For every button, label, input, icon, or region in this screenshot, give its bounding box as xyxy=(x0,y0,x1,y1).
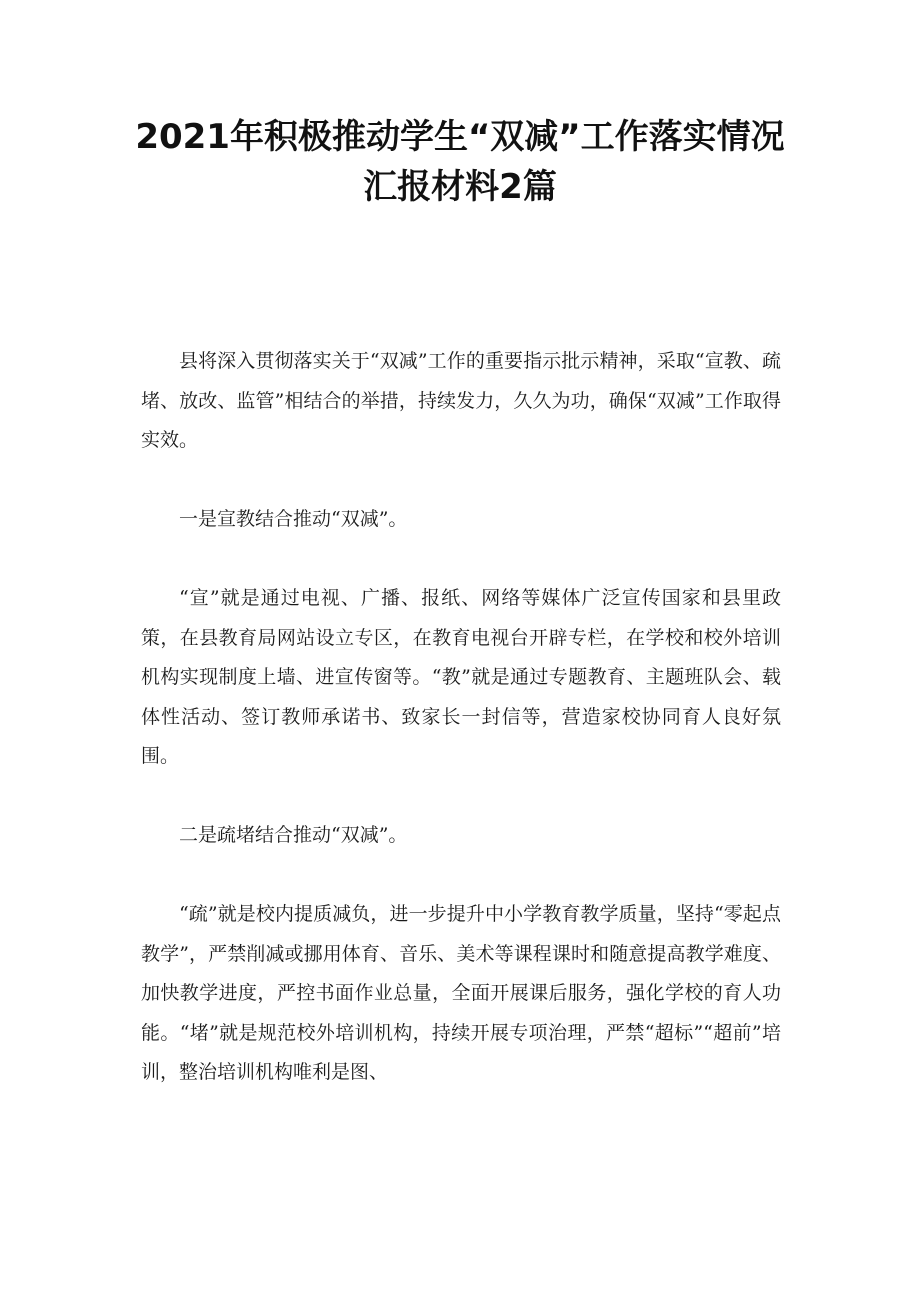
intro-paragraph: 县将深入贯彻落实关于“双减”工作的重要指示批示精神，采取“宣教、疏堵、放改、监管”相结合的举措，持续发力，久久为功，确保“双减”工作取得实效。 xyxy=(141,350,781,451)
section-2-paragraph: “疏”就是校内提质减负，进一步提升中小学教育教学质量，坚持“零起点教学”，严禁削减或挪用体育、音乐、美术等课程课时和随意提高教学难度、加快教学进度，严控书面作业总量，全面开展课后服务，强化学校的育人功能。“堵”就是规范校外培训机构，持续开展专项治理，严禁“超标”“超前”培训，整治培训机构唯利是图、 xyxy=(141,903,781,1083)
section-heading-2: 二是疏堵结合推动“双减”。 xyxy=(179,824,408,846)
document-title-line-1: 2021年积极推动学生“双减”工作落实情况 xyxy=(135,117,785,157)
document-body xyxy=(141,342,781,1132)
section-1-paragraph: “宣”就是通过电视、广播、报纸、网络等媒体广泛宣传国家和县里政策，在县教育局网站设立专区，在教育电视台开辟专栏，在学校和校外培训机构实现制度上墙、进宣传窗等。“教”就是通过专题教育、主题班队会、载体性活动、签订教师承诺书、致家长一封信等，营造家校协同育人良好氛围。 xyxy=(141,587,781,767)
document-title xyxy=(60,112,860,212)
document-title-line-2: 汇报材料2篇 xyxy=(363,167,557,207)
section-heading-1: 一是宣教结合推动“双减”。 xyxy=(179,508,408,530)
